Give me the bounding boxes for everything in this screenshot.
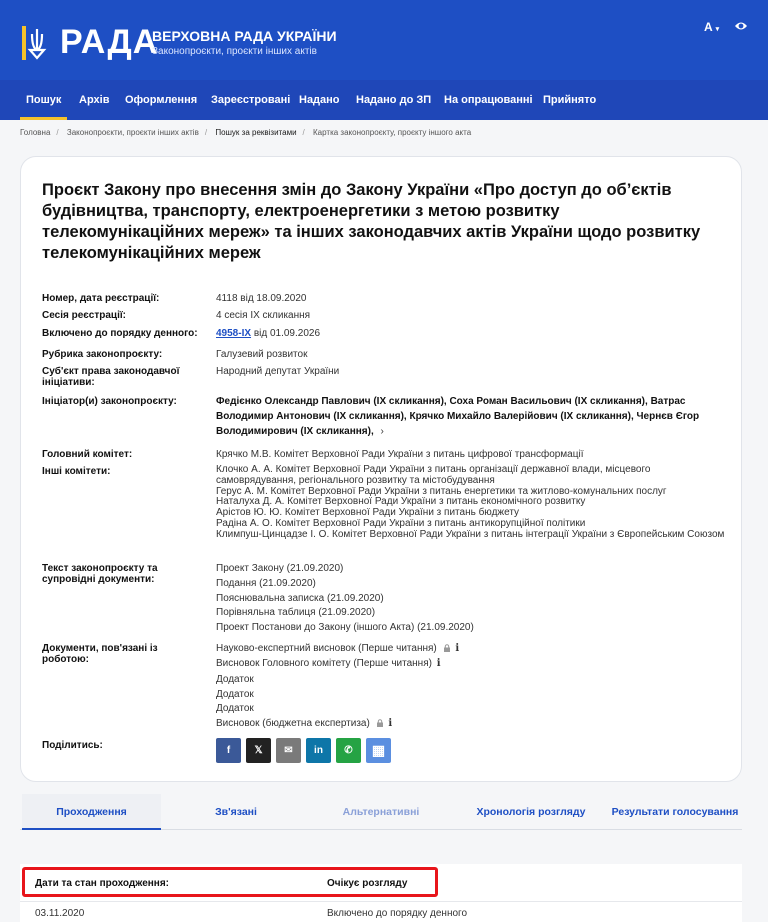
initiators-value xyxy=(216,394,726,439)
eye-icon[interactable] xyxy=(734,20,748,32)
rubric-value: Галузевий розвиток xyxy=(216,349,308,360)
breadcrumb-item[interactable]: Пошук за реквізитами xyxy=(215,128,297,137)
agenda-label: Включено до порядку денного: xyxy=(42,328,198,339)
related-doc-item xyxy=(216,718,392,729)
related-doc-item xyxy=(216,643,459,654)
initiators-label: Ініціатор(и) законопроєкту: xyxy=(42,396,177,407)
tab-passage[interactable]: Проходження xyxy=(22,794,161,830)
other-committees-list xyxy=(216,465,726,541)
table-row-status: Включено до порядку денного xyxy=(327,908,468,919)
trident-logo-icon[interactable] xyxy=(22,26,52,60)
related-docs-label: Документи, пов'язані із роботою: xyxy=(42,643,158,665)
document-link[interactable]: Порівняльна таблиця (21.09.2020) xyxy=(216,607,376,618)
nav-item-registered[interactable]: Зареєстровані xyxy=(211,94,291,106)
reg-number-value: 4118 від 18.09.2020 xyxy=(216,293,307,304)
tab-related[interactable]: Зв'язані xyxy=(215,806,257,818)
document-link[interactable]: Проект Постанови до Закону (іншого Акта) (21.09.2020) xyxy=(216,622,474,633)
session-label: Сесія реєстрації: xyxy=(42,310,126,321)
related-doc-link[interactable]: Додаток xyxy=(216,689,254,700)
tab-voting-results[interactable]: Результати голосування xyxy=(611,806,739,818)
related-doc-item xyxy=(216,658,441,669)
status-header-state: Очікує розгляду xyxy=(327,878,408,889)
linkedin-icon[interactable]: in xyxy=(306,738,331,763)
main-nav xyxy=(0,80,768,120)
info-icon[interactable]: i xyxy=(388,718,393,729)
texts-label: Текст законопроєкту та супровідні документи: xyxy=(42,563,158,585)
other-committees-label: Інші комітети: xyxy=(42,466,111,477)
related-doc-link[interactable]: Додаток xyxy=(216,674,254,685)
agenda-link[interactable]: 4958-IX xyxy=(216,328,252,339)
nav-item-in-progress[interactable]: На опрацюванні xyxy=(444,94,533,106)
rubric-label: Рубрика законопроєкту: xyxy=(42,349,163,360)
table-row-date: 03.11.2020 xyxy=(35,908,85,919)
committee-item: Арістов Ю. Ю. Комітет Верховної Ради України з питань бюджету xyxy=(216,507,520,519)
lock-icon xyxy=(443,644,451,652)
site-header xyxy=(0,0,768,80)
highlight-box xyxy=(22,867,438,897)
main-committee-value: Крячко М.В. Комітет Верховної Ради України з питань цифрової трансформації xyxy=(216,449,584,460)
main-committee-label: Головний комітет: xyxy=(42,449,133,460)
site-subtitle: Законопроєкти, проєкти інших актів xyxy=(152,46,317,57)
info-icon[interactable]: i xyxy=(455,643,460,654)
nav-item-formatting[interactable]: Оформлення xyxy=(125,94,198,106)
agenda-date: від 01.09.2026 xyxy=(253,328,321,339)
chevron-down-icon: ▾ xyxy=(715,26,720,33)
committee-item: Клочко А. А. Комітет Верховної Ради України з питань організації державної влади, місцевого самоврядування, регіонального розвитку та містобудування xyxy=(216,464,651,486)
session-value: 4 сесія IX скликання xyxy=(216,310,311,321)
bill-tabs xyxy=(20,794,742,830)
nav-item-submitted-zp[interactable]: Надано до ЗП xyxy=(356,94,432,106)
table-divider xyxy=(20,901,742,902)
whatsapp-icon[interactable]: ✆ xyxy=(336,738,361,763)
logo-text[interactable]: РАДА xyxy=(60,23,159,61)
document-link[interactable]: Проект Закону (21.09.2020) xyxy=(216,563,344,574)
font-size-label: A xyxy=(704,20,713,34)
qr-code-icon[interactable]: ▦ xyxy=(366,738,391,763)
chevron-right-icon[interactable]: › xyxy=(380,426,384,437)
nav-item-submitted[interactable]: Надано xyxy=(299,94,340,106)
related-doc-link[interactable]: Висновок (бюджетна експертиза) xyxy=(216,718,370,729)
committee-item: Наталуха Д. А. Комітет Верховної Ради України з питань економічного розвитку xyxy=(216,496,586,508)
nav-item-archive[interactable]: Архів xyxy=(79,94,110,106)
related-doc-link[interactable]: Додаток xyxy=(216,703,254,714)
lock-icon xyxy=(376,719,384,727)
committee-item: Радіна А. О. Комітет Верховної Ради України з питань антикорупційної політики xyxy=(216,517,586,529)
committee-item: Климпуш-Цинцадзе І. О. Комітет Верховної Ради України з питань інтеграції України з Європейським Союзом xyxy=(216,528,725,540)
subject-label: Суб'єкт права законодавчої ініціативи: xyxy=(42,366,180,388)
subject-value: Народний депутат України xyxy=(216,366,340,377)
status-header-dates: Дати та стан проходження: xyxy=(35,878,169,889)
breadcrumb-item[interactable]: Головна xyxy=(20,128,51,137)
related-doc-link[interactable]: Висновок Головного комітету (Перше читання) xyxy=(216,658,432,669)
document-link[interactable]: Пояснювальна записка (21.09.2020) xyxy=(216,593,384,604)
share-label: Поділитись: xyxy=(42,740,103,751)
font-size-toggle[interactable] xyxy=(704,20,719,34)
info-icon[interactable]: i xyxy=(436,658,441,669)
nav-item-adopted[interactable]: Прийнято xyxy=(543,94,597,106)
agenda-value xyxy=(216,328,726,340)
committee-item: Герус А. М. Комітет Верховної Ради України з питань енергетики та житлово-комунальних послуг xyxy=(216,485,667,497)
document-link[interactable]: Подання (21.09.2020) xyxy=(216,578,316,589)
tab-alternative[interactable]: Альтернативні xyxy=(342,806,420,818)
related-doc-link[interactable]: Науково-експертний висновок (Перше читання) xyxy=(216,643,437,654)
breadcrumb-item[interactable]: Законопроєкти, проєкти інших актів xyxy=(66,128,199,137)
x-icon[interactable]: 𝕏 xyxy=(246,738,271,763)
initiators-list: Федієнко Олександр Павлович (IX скликання), Соха Роман Васильович (IX скликання), Ватрас Володимир Антонович (IX скликання), Крячко Михайло Валерійович (IX скликання), Чернєв Єгор Володимирович (IX скликання), xyxy=(216,396,700,437)
email-icon[interactable]: ✉ xyxy=(276,738,301,763)
breadcrumb: Головна / Законопроєкти, проєкти інших актів / Пошук за реквізитами / Картка законопроєкту, проєкту іншого акта xyxy=(20,128,472,137)
reg-number-label: Номер, дата реєстрації: xyxy=(42,293,160,304)
breadcrumb-current: Картка законопроєкту, проєкту іншого акта xyxy=(313,128,472,137)
site-title[interactable]: ВЕРХОВНА РАДА УКРАЇНИ xyxy=(152,28,337,44)
tab-chronology[interactable]: Хронологія розгляду xyxy=(476,806,586,818)
bill-title: Проєкт Закону про внесення змін до Закону України «Про доступ до об’єктів будівництва, транспорту, електроенергетики з метою розвитку телекомунікаційних мереж» та інших законодавчих актів України щодо розвитку телекомунікаційних мереж xyxy=(42,181,701,262)
nav-item-search[interactable]: Пошук xyxy=(26,80,61,120)
facebook-icon[interactable]: f xyxy=(216,738,241,763)
